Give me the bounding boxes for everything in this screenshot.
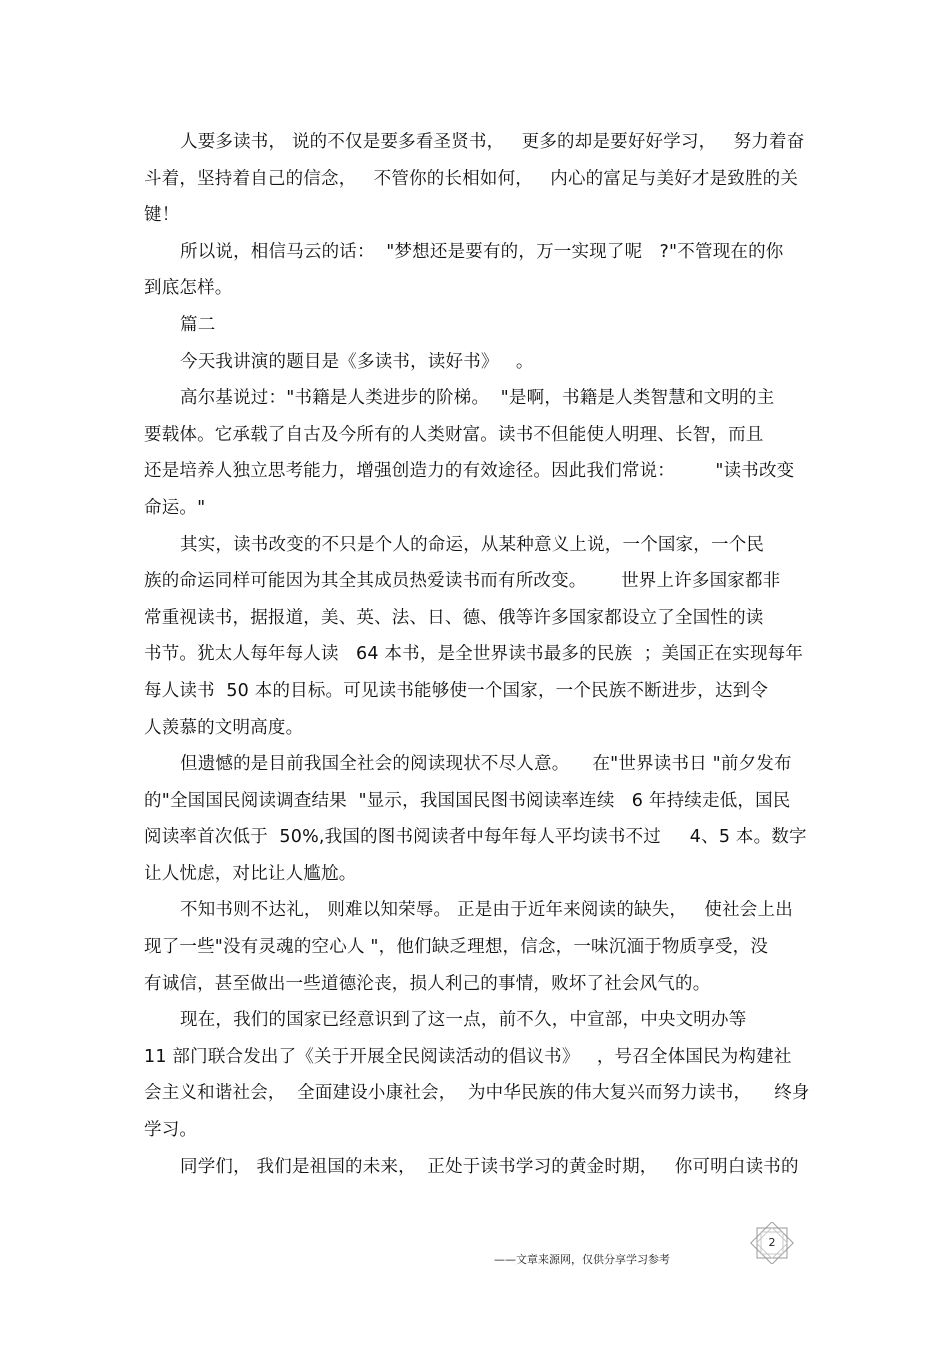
- text-line: 阅读率首次低于 50%,我国的图书阅读者中每年每人平均读书不过 4、5 本。数字: [144, 827, 807, 848]
- text-line: 让人忧虑，对比让人尴尬。: [144, 863, 357, 884]
- text-line: 到底怎样。: [144, 278, 233, 299]
- text-line: 但遗憾的是目前我国全社会的阅读现状不尽人意。 在"世界读书日 "前夕发布: [180, 754, 792, 775]
- page-number: 2: [768, 1236, 776, 1249]
- text-line: 人羡慕的文明高度。: [144, 717, 304, 738]
- text-line: 每人读书 50 本的目标。可见读书能够使一个国家，一个民族不断进步，达到令: [144, 680, 769, 701]
- text-line: 所以说，相信马云的话： "梦想还是要有的，万一实现了呢 ?"不管现在的你: [180, 241, 784, 262]
- text-line: 其实，读书改变的不只是个人的命运，从某种意义上说，一个国家，一个民: [180, 534, 765, 555]
- text-line: 键！: [144, 205, 180, 226]
- text-line: 人要多读书， 说的不仅是要多看圣贤书， 更多的却是要好好学习， 努力着奋: [180, 132, 805, 152]
- footer-source-note: ——文章来源网，仅供分享学习参考: [494, 1253, 670, 1266]
- text-line: 常重视读书，据报道，美、英、法、日、德、俄等许多国家都设立了全国性的读: [144, 607, 764, 628]
- section-heading: 篇二: [180, 314, 216, 335]
- text-line: 有诚信，甚至做出一些道德沦丧，损人利己的事情，败坏了社会风气的。: [144, 973, 711, 994]
- text-line: 还是培养人独立思考能力，增强创造力的有效途径。因此我们常说： "读书改变: [144, 461, 795, 482]
- text-line: 学习。: [144, 1120, 198, 1141]
- text-line: 会主义和谐社会， 全面建设小康社会， 为中华民族的伟大复兴而努力读书， 终身: [144, 1083, 810, 1104]
- page-number-badge: [748, 1222, 796, 1264]
- text-line: 今天我讲演的题目是《多读书，读好书》 。: [180, 351, 534, 372]
- text-line: 要载体。它承载了自古及今所有的人类财富。读书不但能使人明理、长智，而且: [144, 424, 764, 445]
- text-line: 的"全国国民阅读调查结果 "显示，我国国民图书阅读率连续 6 年持续走低，国民: [144, 790, 791, 811]
- text-line: 11 部门联合发出了《关于开展全民阅读活动的倡议书》 ，号召全体国民为构建社: [144, 1046, 792, 1067]
- document-body: [144, 124, 814, 1185]
- text-line: 不知书则不达礼， 则难以知荣辱。 正是由于近年来阅读的缺失， 使社会上出: [180, 900, 793, 921]
- text-line: 现在，我们的国家已经意识到了这一点，前不久，中宣部，中央文明办等: [180, 1010, 747, 1031]
- text-line: 现了一些"没有灵魂的空心人 "，他们缺乏理想，信念，一味沉湎于物质享受，没: [144, 937, 769, 958]
- text-line: 命运。": [144, 497, 206, 518]
- text-line: 高尔基说过："书籍是人类进步的阶梯。 "是啊，书籍是人类智慧和文明的主: [180, 388, 775, 409]
- text-line: 同学们， 我们是祖国的未来， 正处于读书学习的黄金时期， 你可明白读书的: [180, 1156, 799, 1177]
- text-line: 斗着，坚持着自己的信念， 不管你的长相如何， 内心的富足与美好才是致胜的关: [144, 168, 799, 189]
- text-line: 书节。犹太人每年每人读 64 本书，是全世界读书最多的民族 ；美国正在实现每年: [144, 644, 804, 665]
- text-line: 族的命运同样可能因为其全其成员热爱读书而有所改变。 世界上许多国家都非: [144, 571, 781, 592]
